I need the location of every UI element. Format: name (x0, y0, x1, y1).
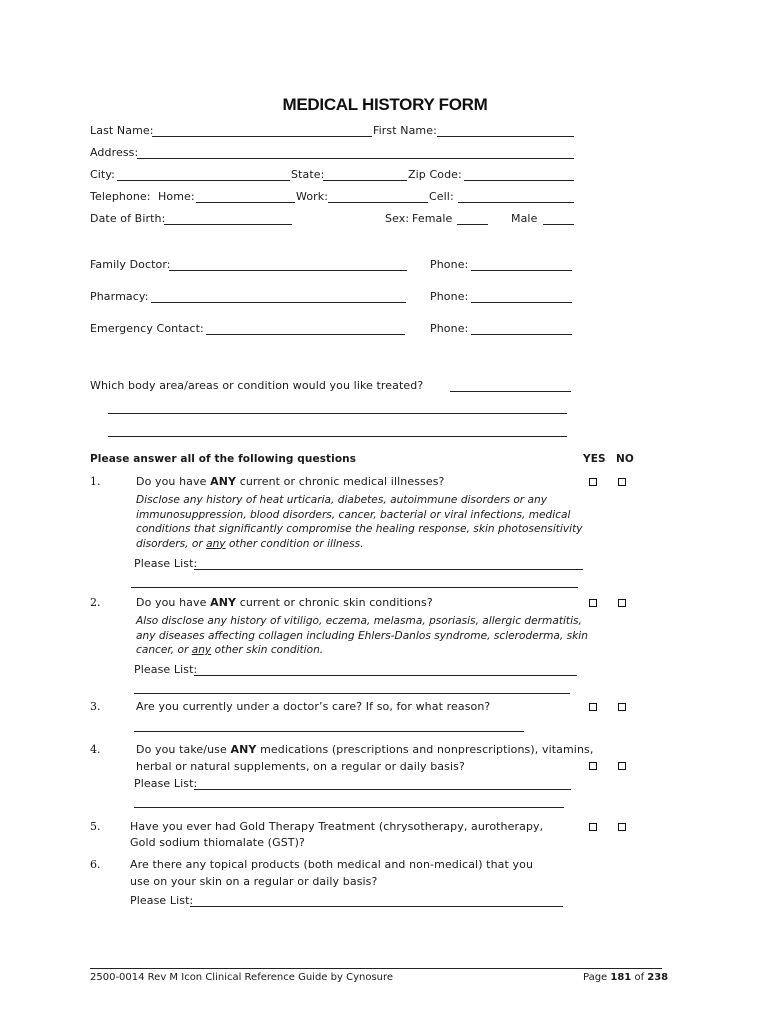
question-3-yes-checkbox[interactable] (589, 703, 597, 711)
question-1-note: Disclose any history of heat urticaria, diabetes, autoimmune disorders or any immunosuppression, blood disorders, cancer, bacterial or viral infections, medical conditions that significantly compromise the healing response, skin photosensitivity disorders, or any other condition or illness. (136, 494, 583, 550)
question-4-yes-checkbox[interactable] (589, 762, 597, 770)
footer-left-text: 2500-0014 Rev M Icon Clinical Reference Guide by Cynosure (90, 972, 394, 983)
yes-column-header: YES (583, 453, 606, 465)
question-5-text-line-2: Gold sodium thiomalate (GST)? (130, 836, 305, 849)
question-2-number: 2. (90, 596, 101, 609)
emergency-contact-label: Emergency Contact: (90, 322, 204, 335)
question-2-note: Also disclose any history of vitiligo, eczema, melasma, psoriasis, allergic dermatitis, any diseases affecting collagen including Ehlers-Danlos syndrome, scleroderma, skin cancer, or any other skin condition. (136, 615, 588, 656)
page-number: Page 181 of 238 (583, 972, 669, 983)
emergency-phone-field[interactable] (471, 334, 572, 335)
footer-rule (90, 968, 662, 969)
body-area-line-2[interactable] (108, 413, 567, 414)
question-4-list-line-2[interactable] (134, 807, 564, 808)
question-2-no-checkbox[interactable] (618, 599, 626, 607)
doctor-phone-field[interactable] (471, 270, 572, 271)
dob-label: Date of Birth: (90, 212, 166, 225)
question-5-number: 5. (90, 820, 101, 833)
city-label: City: (90, 168, 115, 181)
question-4-text-line-2: herbal or natural supplements, on a regular or daily basis? (136, 760, 465, 773)
body-area-line-3[interactable] (108, 436, 567, 437)
question-2-list-line-2[interactable] (134, 693, 570, 694)
question-1-no-checkbox[interactable] (618, 478, 626, 486)
emergency-phone-label: Phone: (430, 322, 469, 335)
question-4-number: 4. (90, 743, 101, 756)
question-2-text: Do you have ANY current or chronic skin conditions? (136, 596, 433, 609)
question-1-number: 1. (90, 475, 101, 488)
pharmacy-phone-label: Phone: (430, 290, 469, 303)
first-name-field[interactable] (437, 136, 574, 137)
work-phone-field[interactable] (328, 202, 428, 203)
question-3-no-checkbox[interactable] (618, 703, 626, 711)
question-3-number: 3. (90, 700, 101, 713)
zip-field[interactable] (464, 180, 574, 181)
family-doctor-label: Family Doctor: (90, 258, 171, 271)
question-2-please-list: Please List: (134, 663, 198, 676)
home-label: Home: (158, 190, 195, 203)
question-1-list-line-2[interactable] (131, 587, 578, 588)
address-field[interactable] (137, 158, 574, 159)
home-phone-field[interactable] (196, 202, 295, 203)
question-6-text-line-2: use on your skin on a regular or daily basis? (130, 875, 378, 888)
question-6-please-list: Please List: (130, 894, 194, 907)
first-name-label: First Name: (373, 124, 437, 137)
question-5-no-checkbox[interactable] (618, 823, 626, 831)
question-1-please-list: Please List: (134, 557, 198, 570)
doctor-phone-label: Phone: (430, 258, 469, 271)
question-5-yes-checkbox[interactable] (589, 823, 597, 831)
question-4-no-checkbox[interactable] (618, 762, 626, 770)
question-4-please-list: Please List: (134, 777, 198, 790)
question-5-text: Have you ever had Gold Therapy Treatment (chrysotherapy, aurotherapy, (130, 820, 544, 833)
question-2-list-field[interactable] (194, 675, 577, 676)
male-label: Male (511, 212, 538, 225)
sex-label: Sex: (385, 212, 410, 225)
question-1-list-field[interactable] (194, 569, 583, 570)
cell-label: Cell: (429, 190, 454, 203)
pharmacy-phone-field[interactable] (471, 302, 572, 303)
question-3-text: Are you currently under a doctor’s care? If so, for what reason? (136, 700, 491, 713)
body-area-question: Which body area/areas or condition would you like treated? (90, 379, 424, 392)
work-label: Work: (296, 190, 329, 203)
pharmacy-field[interactable] (151, 302, 406, 303)
question-6-number: 6. (90, 858, 101, 871)
emergency-contact-field[interactable] (206, 334, 405, 335)
question-1-text: Do you have ANY current or chronic medical illnesses? (136, 475, 445, 488)
state-label: State: (291, 168, 325, 181)
address-label: Address: (90, 146, 139, 159)
telephone-label: Telephone: (90, 190, 151, 203)
state-field[interactable] (323, 180, 407, 181)
female-label: Female (412, 212, 453, 225)
city-field[interactable] (117, 180, 290, 181)
female-field[interactable] (457, 224, 488, 225)
no-column-header: NO (616, 453, 634, 465)
family-doctor-field[interactable] (169, 270, 407, 271)
zip-label: Zip Code: (408, 168, 462, 181)
question-1-yes-checkbox[interactable] (589, 478, 597, 486)
question-3-reason-field[interactable] (134, 731, 524, 732)
dob-field[interactable] (164, 224, 292, 225)
male-field[interactable] (543, 224, 574, 225)
question-4-text: Do you take/use ANY medications (prescriptions and nonprescriptions), vitamins, (136, 743, 594, 756)
last-name-label: Last Name: (90, 124, 154, 137)
questions-heading: Please answer all of the following questions (90, 453, 357, 465)
last-name-field[interactable] (152, 136, 372, 137)
question-6-list-field[interactable] (190, 906, 563, 907)
body-area-field[interactable] (450, 391, 571, 392)
question-4-list-field[interactable] (194, 789, 571, 790)
question-6-text: Are there any topical products (both medical and non-medical) that you (130, 858, 534, 871)
cell-phone-field[interactable] (458, 202, 574, 203)
question-2-yes-checkbox[interactable] (589, 599, 597, 607)
page-title: MEDICAL HISTORY FORM (282, 95, 488, 114)
pharmacy-label: Pharmacy: (90, 290, 149, 303)
